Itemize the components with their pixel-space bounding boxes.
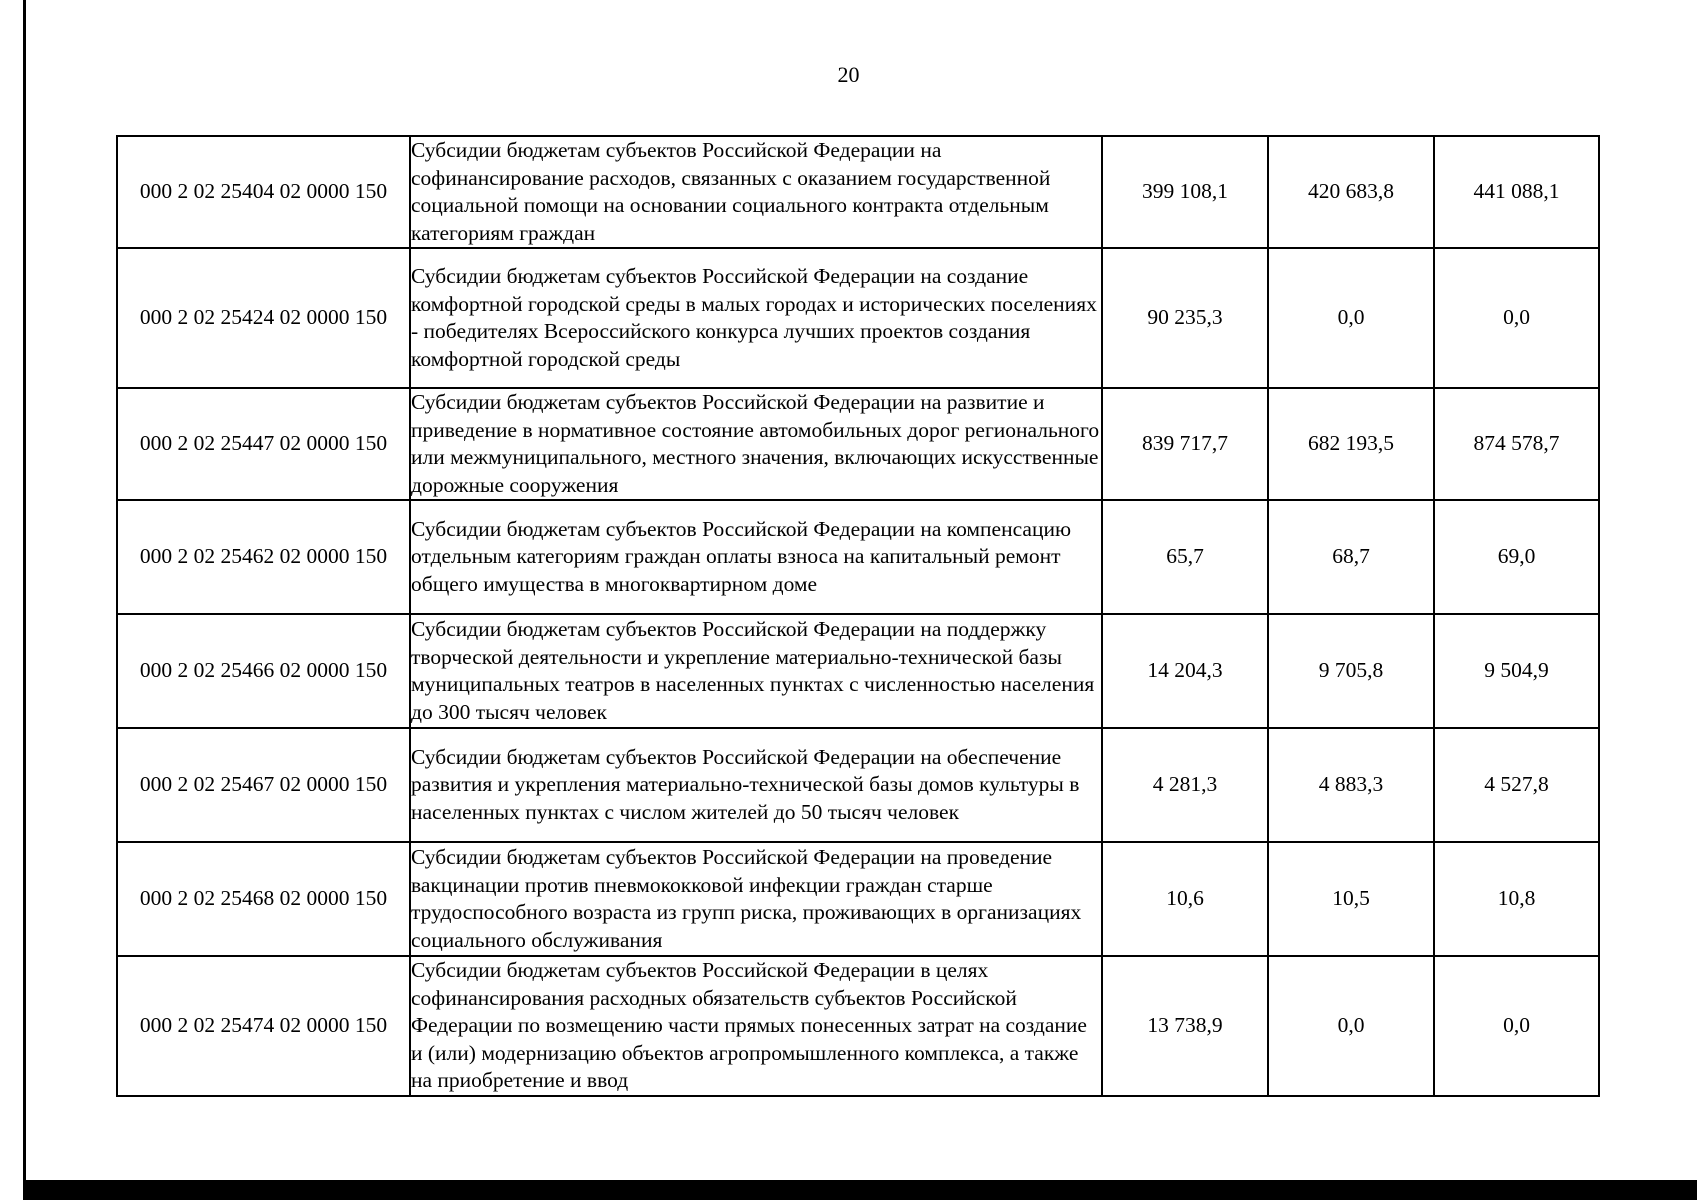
amount-year-2: 68,7 [1268, 500, 1434, 614]
amount-year-1: 10,6 [1102, 842, 1268, 956]
budget-code: 000 2 02 25424 02 0000 150 [117, 248, 410, 388]
budget-code: 000 2 02 25466 02 0000 150 [117, 614, 410, 728]
table-row [117, 500, 1599, 614]
description: Субсидии бюджетам субъектов Российской Федерации на обеспечение развития и укрепления материально-технической базы домов культуры в населенных пунктах с числом жителей до 50 тысяч человек [410, 728, 1102, 842]
description: Субсидии бюджетам субъектов Российской Федерации на развитие и приведение в нормативное состояние автомобильных дорог регионального или межмуниципального, местного значения, включающих искусственные дорожные сооружения [410, 388, 1102, 500]
amount-year-1: 4 281,3 [1102, 728, 1268, 842]
amount-year-3: 69,0 [1434, 500, 1599, 614]
budget-code: 000 2 02 25474 02 0000 150 [117, 956, 410, 1096]
table-row [117, 842, 1599, 956]
amount-year-3: 10,8 [1434, 842, 1599, 956]
amount-year-3: 0,0 [1434, 248, 1599, 388]
amount-year-3: 441 088,1 [1434, 136, 1599, 248]
amount-year-2: 4 883,3 [1268, 728, 1434, 842]
description: Субсидии бюджетам субъектов Российской Федерации в целях софинансирования расходных обязательств субъектов Российской Федерации по возмещению части прямых понесенных затрат на создание и (или) модернизацию объектов агропромышленного комплекса, а также на приобретение и ввод [410, 956, 1102, 1096]
amount-year-1: 13 738,9 [1102, 956, 1268, 1096]
description: Субсидии бюджетам субъектов Российской Федерации на проведение вакцинации против пневмококковой инфекции граждан старше трудоспособного возраста из групп риска, проживающих в организациях социального обслуживания [410, 842, 1102, 956]
description: Субсидии бюджетам субъектов Российской Федерации на создание комфортной городской среды в малых городах и исторических поселениях - победителях Всероссийского конкурса лучших проектов создания комфортной городской среды [410, 248, 1102, 388]
scan-left-border [23, 0, 26, 1200]
amount-year-3: 4 527,8 [1434, 728, 1599, 842]
amount-year-3: 874 578,7 [1434, 388, 1599, 500]
amount-year-2: 0,0 [1268, 248, 1434, 388]
amount-year-2: 682 193,5 [1268, 388, 1434, 500]
budget-code: 000 2 02 25462 02 0000 150 [117, 500, 410, 614]
amount-year-3: 9 504,9 [1434, 614, 1599, 728]
description: Субсидии бюджетам субъектов Российской Федерации на поддержку творческой деятельности и укрепление материально-технической базы муниципальных театров в населенных пунктах с численностью населения до 300 тысяч человек [410, 614, 1102, 728]
amount-year-2: 0,0 [1268, 956, 1434, 1096]
amount-year-3: 0,0 [1434, 956, 1599, 1096]
table-row [117, 728, 1599, 842]
budget-code: 000 2 02 25404 02 0000 150 [117, 136, 410, 248]
budget-code: 000 2 02 25468 02 0000 150 [117, 842, 410, 956]
description: Субсидии бюджетам субъектов Российской Федерации на софинансирование расходов, связанных с оказанием государственной социальной помощи на основании социального контракта отдельным категориям граждан [410, 136, 1102, 248]
budget-code: 000 2 02 25447 02 0000 150 [117, 388, 410, 500]
amount-year-2: 10,5 [1268, 842, 1434, 956]
amount-year-2: 9 705,8 [1268, 614, 1434, 728]
table-row [117, 248, 1599, 388]
budget-code: 000 2 02 25467 02 0000 150 [117, 728, 410, 842]
amount-year-1: 90 235,3 [1102, 248, 1268, 388]
amount-year-2: 420 683,8 [1268, 136, 1434, 248]
amount-year-1: 399 108,1 [1102, 136, 1268, 248]
description: Субсидии бюджетам субъектов Российской Федерации на компенсацию отдельным категориям граждан оплаты взноса на капитальный ремонт общего имущества в многоквартирном доме [410, 500, 1102, 614]
table-row [117, 614, 1599, 728]
amount-year-1: 14 204,3 [1102, 614, 1268, 728]
table-row [117, 956, 1599, 1096]
budget-table [116, 135, 1600, 1097]
amount-year-1: 839 717,7 [1102, 388, 1268, 500]
scan-bottom-border [23, 1180, 1697, 1200]
table-row [117, 136, 1599, 248]
amount-year-1: 65,7 [1102, 500, 1268, 614]
page-number: 20 [837, 62, 860, 87]
table-row [117, 388, 1599, 500]
